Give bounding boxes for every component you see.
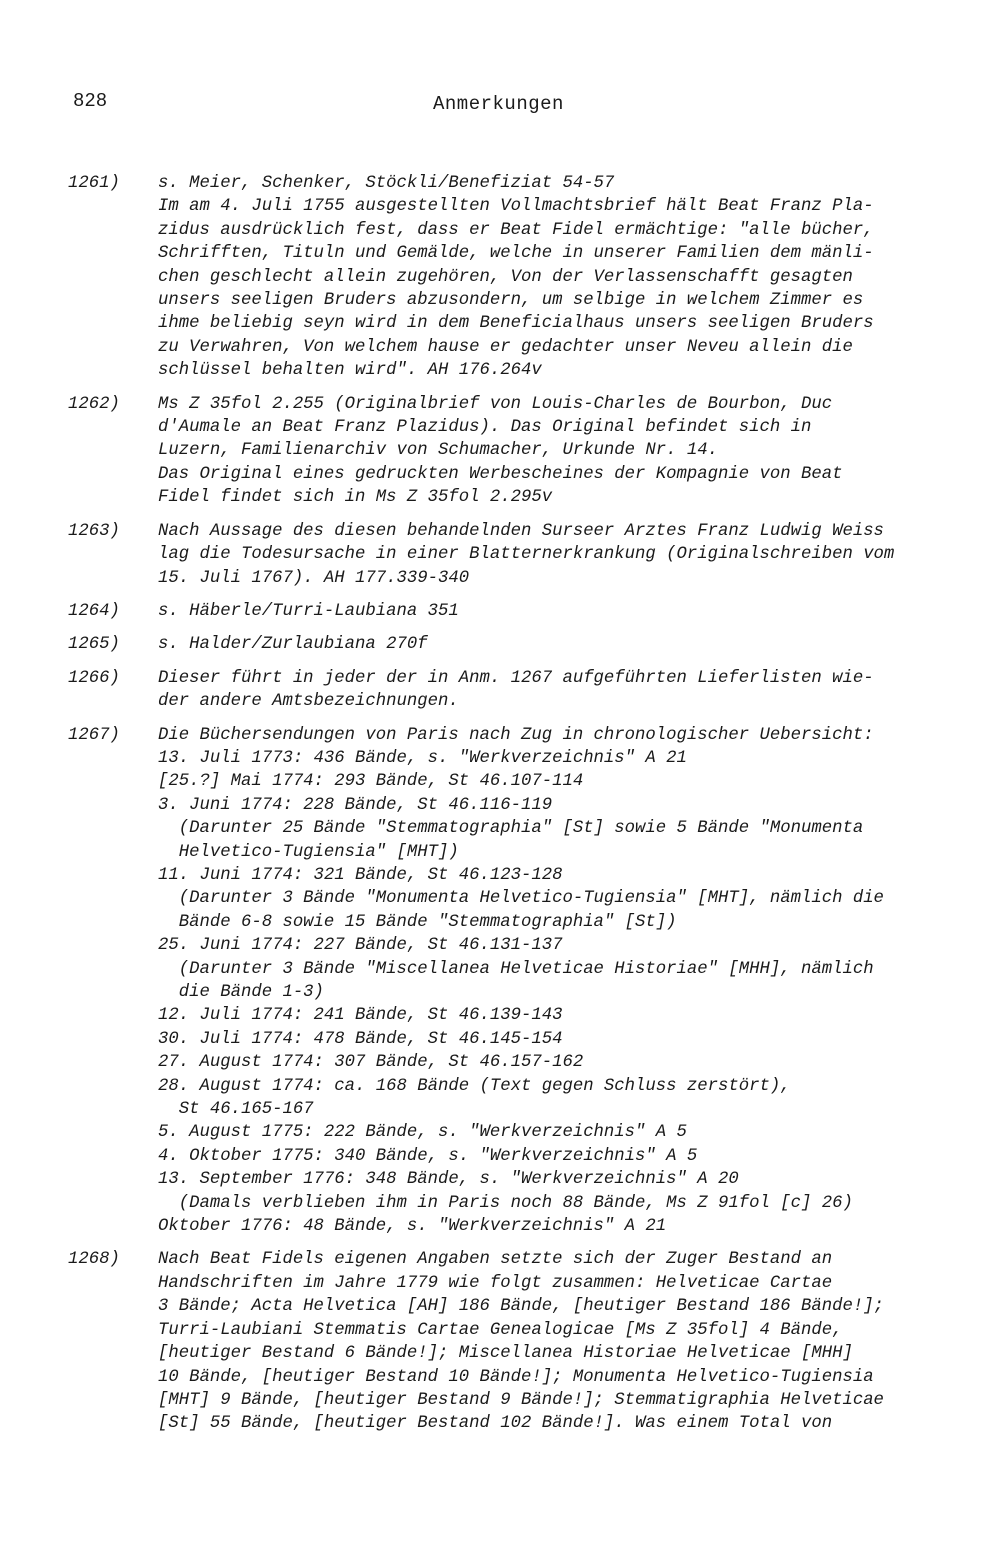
footnote-number: 1266) (68, 668, 120, 688)
footnote-number: 1264) (68, 601, 120, 621)
footnote-line: lag die Todesursache in einer Blatternerkrankung (Originalschreiben vom (158, 545, 895, 565)
footnote-line: (Damals verblieben ihm in Paris noch 88 Bände, Ms Z 91fol [c] 26) (158, 1193, 853, 1213)
footnote-line: s. Häberle/Turri-Laubiana 351 (158, 601, 459, 621)
footnote-text (158, 600, 958, 623)
running-head-title: Anmerkungen (433, 93, 564, 115)
footnote-line: Handschriften im Jahre 1779 wie folgt zusammen: Helveticae Cartae (158, 1273, 833, 1293)
footnote-number: 1263) (68, 521, 120, 541)
footnote-text (158, 724, 958, 1239)
footnote-line: Helvetico-Tugiensia" [MHT]) (158, 842, 459, 862)
note-spacer (0, 657, 1000, 667)
footnote-line: (Darunter 3 Bände "Monumenta Helvetico-Tugiensia" [MHT], nämlich die (158, 889, 884, 909)
footnote-line: St 46.165-167 (158, 1100, 314, 1120)
footnote-line: der andere Amtsbezeichnungen. (158, 692, 459, 712)
footnote-line: Ms Z 35fol 2.255 (Originalbrief von Louis-Charles de Bourbon, Duc (158, 394, 833, 414)
footnote-line: s. Halder/Zurlaubiana 270f (158, 635, 428, 655)
footnote-line: 11. Juni 1774: 321 Bände, St 46.123-128 (158, 865, 563, 885)
footnote-line: chen geschlecht allein zugehören, Von der Verlassenschafft gesagten (158, 267, 853, 287)
footnote-line: zidus ausdrücklich fest, dass er Beat Fidel ermächtige: "alle bücher, (158, 220, 874, 240)
footnote-number: 1265) (68, 635, 120, 655)
footnote-line: ihme beliebig seyn wird in dem Beneficialhaus unsers seeligen Bruders (158, 314, 874, 334)
footnote (0, 724, 1000, 1239)
footnote (0, 172, 1000, 383)
footnote-line: 27. August 1774: 307 Bände, St 46.157-162 (158, 1053, 584, 1073)
footnote-text (158, 393, 958, 510)
footnotes-list (0, 172, 1000, 1436)
footnote-line: Schrifften, Tituln und Gemälde, welche in unserer Familien dem mänli- (158, 244, 874, 264)
footnote-line: 5. August 1775: 222 Bände, s. "Werkverzeichnis" A 5 (158, 1123, 687, 1143)
footnote-line: Dieser führt in jeder der in Anm. 1267 aufgeführten Lieferlisten wie- (158, 668, 874, 688)
footnote (0, 1248, 1000, 1435)
footnote-line: die Bände 1-3) (158, 983, 324, 1002)
footnote-line: Nach Aussage des diesen behandelnden Surseer Arztes Franz Ludwig Weiss (158, 521, 884, 541)
note-spacer (0, 383, 1000, 393)
footnote-line: s. Meier, Schenker, Stöckli/Benefiziat 54-57 (158, 174, 615, 193)
footnote-number: 1261) (68, 174, 120, 193)
footnote-line: 25. Juni 1774: 227 Bände, St 46.131-137 (158, 936, 563, 956)
note-spacer (0, 590, 1000, 600)
footnote-line: Fidel findet sich in Ms Z 35fol 2.295v (158, 488, 553, 508)
footnote-number: 1267) (68, 725, 120, 745)
footnote-number: 1262) (68, 394, 120, 414)
footnote-number: 1268) (68, 1250, 120, 1270)
footnote-text (158, 633, 958, 656)
footnote-line: 13. Juli 1773: 436 Bände, s. "Werkverzeichnis" A 21 (158, 748, 687, 768)
footnote-line: 12. Juli 1774: 241 Bände, St 46.139-143 (158, 1006, 563, 1026)
footnote-line: zu Verwahren, Von welchem hause er gedachter unser Neveu allein die (158, 337, 853, 357)
footnote-line: [MHT] 9 Bände, [heutiger Bestand 9 Bände!]; Stemmatigraphia Helveticae (158, 1390, 884, 1410)
footnote-line: (Darunter 3 Bände "Miscellanea Helveticae Historiae" [MHH], nämlich (158, 959, 874, 979)
note-spacer (0, 510, 1000, 520)
footnote-line: unsers seeligen Bruders abzusondern, um selbige in welchem Zimmer es (158, 291, 864, 311)
footnote-text (158, 172, 958, 383)
footnote-line: Luzern, Familienarchiv von Schumacher, Urkunde Nr. 14. (158, 441, 719, 461)
footnote-text (158, 667, 958, 714)
note-spacer (0, 1238, 1000, 1248)
footnote-line: 3. Juni 1774: 228 Bände, St 46.116-119 (158, 795, 553, 815)
footnote-line: Turri-Laubiani Stemmatis Cartae Genealogicae [Ms Z 35fol] 4 Bände, (158, 1320, 843, 1340)
footnote-line: d'Aumale an Beat Franz Plazidus). Das Original befindet sich in (158, 418, 812, 438)
footnote (0, 667, 1000, 714)
note-spacer (0, 623, 1000, 633)
footnote-line: 30. Juli 1774: 478 Bände, St 46.145-154 (158, 1029, 563, 1049)
footnote (0, 633, 1000, 656)
footnote-line: [St] 55 Bände, [heutiger Bestand 102 Bände!]. Was einem Total von (158, 1414, 833, 1434)
footnote-line: 3 Bände; Acta Helvetica [AH] 186 Bände, [heutiger Bestand 186 Bände!]; (158, 1297, 884, 1317)
footnote-line: 28. August 1774: ca. 168 Bände (Text gegen Schluss zerstört), (158, 1076, 791, 1096)
footnote-line: [heutiger Bestand 6 Bände!]; Miscellanea Historiae Helveticae [MHH] (158, 1344, 853, 1364)
footnote-line: 4. Oktober 1775: 340 Bände, s. "Werkverzeichnis" A 5 (158, 1146, 698, 1166)
footnote-text (158, 520, 958, 590)
footnote-line: Oktober 1776: 48 Bände, s. "Werkverzeichnis" A 21 (158, 1217, 667, 1237)
footnote-line: 15. Juli 1767). AH 177.339-340 (158, 568, 470, 588)
footnote-line: 10 Bände, [heutiger Bestand 10 Bände!]; Monumenta Helvetico-Tugiensia (158, 1367, 874, 1387)
page-number: 828 (73, 90, 108, 112)
footnote-text (158, 1248, 958, 1435)
footnote-line: Bände 6-8 sowie 15 Bände "Stemmatographia" [St]) (158, 912, 677, 932)
footnote (0, 600, 1000, 623)
footnote (0, 520, 1000, 590)
footnote-line: Im am 4. Juli 1755 ausgestellten Vollmachtsbrief hält Beat Franz Pla- (158, 197, 874, 217)
note-spacer (0, 714, 1000, 724)
footnote-line: 13. September 1776: 348 Bände, s. "Werkverzeichnis" A 20 (158, 1170, 739, 1190)
footnote-line: Nach Beat Fidels eigenen Angaben setzte sich der Zuger Bestand an (158, 1250, 833, 1270)
footnote-line: (Darunter 25 Bände "Stemmatographia" [St] sowie 5 Bände "Monumenta (158, 819, 864, 839)
footnote-line: [25.?] Mai 1774: 293 Bände, St 46.107-114 (158, 772, 584, 792)
footnote-line: Die Büchersendungen von Paris nach Zug in chronologischer Uebersicht: (158, 725, 874, 745)
footnote-line: schlüssel behalten wird". AH 176.264v (158, 361, 542, 381)
footnote (0, 393, 1000, 510)
footnote-line: Das Original eines gedruckten Werbescheines der Kompagnie von Beat (158, 464, 843, 484)
